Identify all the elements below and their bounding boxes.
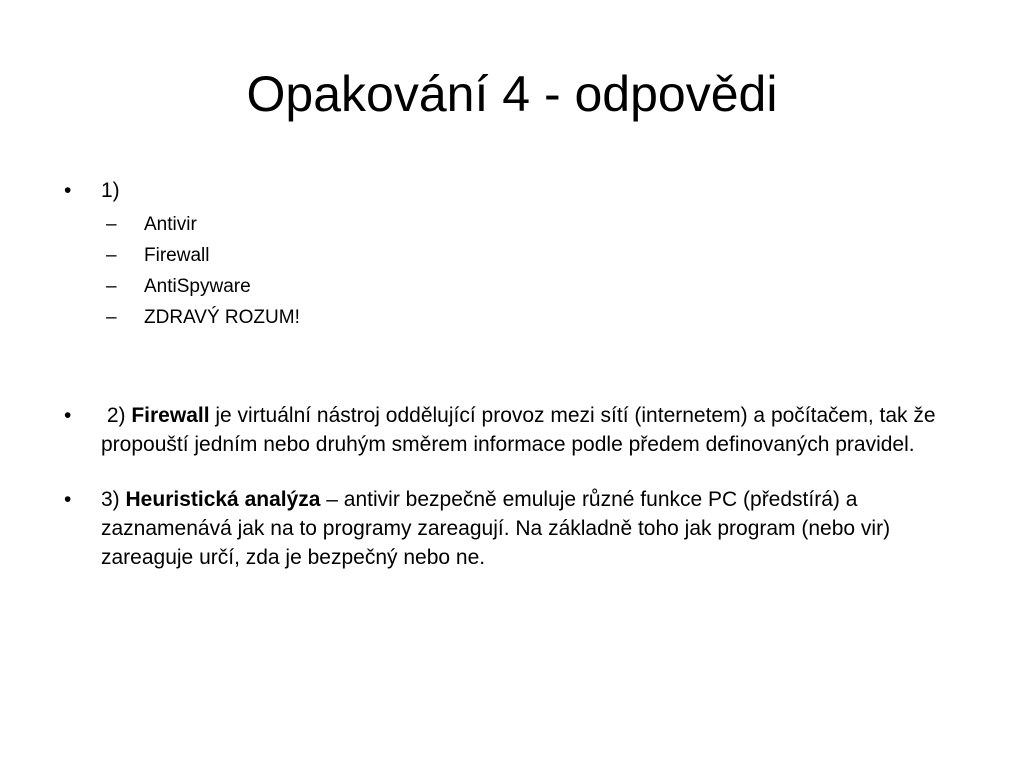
dash-icon: – <box>106 214 117 235</box>
sub-item <box>64 240 964 271</box>
sub-item-label: Firewall <box>144 245 210 266</box>
spacer <box>64 459 964 485</box>
bullet-item-2-text: je virtuální nástroj oddělující provoz mezi sítí (internetem) a počítačem, tak že propouští jedním nebo druhým směrem informace podle předem definovaných pravidel. <box>101 404 936 456</box>
bullet-item-3 <box>64 485 964 572</box>
bullet-item-3-text: – antivir bezpečně emuluje různé funkce PC (předstírá) a zaznamenává jak na to programy zareagují. Na základně toho jak program (nebo vir) zareaguje určí, zda je bezpečný nebo ne. <box>101 488 891 569</box>
spacer <box>64 333 964 401</box>
bullet-icon: • <box>64 404 72 427</box>
dash-icon: – <box>106 245 117 266</box>
sub-item <box>64 209 964 240</box>
bullet-item-3-prefix: 3) <box>101 488 126 511</box>
sub-item <box>64 271 964 302</box>
sub-item-label: AntiSpyware <box>144 276 251 297</box>
bullet-item-1 <box>64 176 964 205</box>
slide-content <box>64 176 964 572</box>
dash-icon: – <box>106 307 117 328</box>
sub-item-label: Antivir <box>144 214 197 235</box>
sub-list <box>64 209 964 333</box>
bullet-icon: • <box>64 179 72 202</box>
slide-title: Opakování 4 - odpovědi <box>246 66 778 122</box>
bullet-item-2-prefix: 2) <box>101 404 132 427</box>
bullet-item-2-term: Firewall <box>131 404 210 427</box>
sub-item-label: ZDRAVÝ ROZUM! <box>144 307 300 328</box>
bullet-item-2 <box>64 401 964 459</box>
sub-item <box>64 302 964 333</box>
bullet-item-1-label: 1) <box>101 179 120 202</box>
dash-icon: – <box>106 276 117 297</box>
bullet-item-3-term: Heuristická analýza <box>125 488 321 511</box>
bullet-icon: • <box>64 488 72 511</box>
